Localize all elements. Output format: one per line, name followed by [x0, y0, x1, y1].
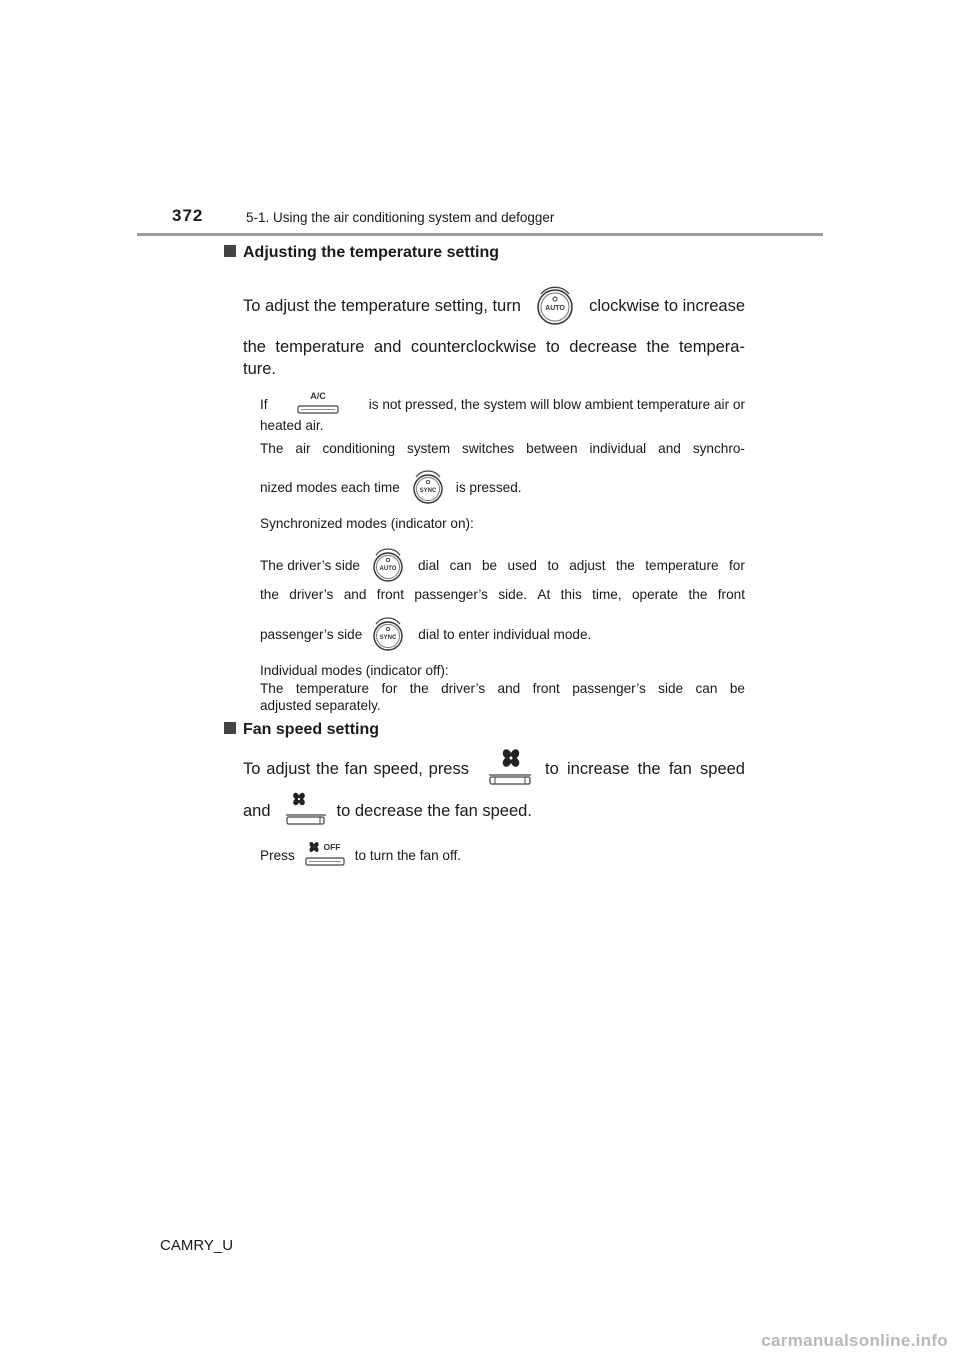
- sync-line1: The driver’s side AUTO dial can be used to adjust the temperature for: [260, 545, 745, 585]
- sync-dial-label: SYNC: [419, 487, 437, 494]
- footer-model: CAMRY_U: [160, 1237, 234, 1254]
- auto-dial-icon: [534, 282, 576, 331]
- note2-line1: The air conditioning system switches between individual and synchro-: [260, 441, 745, 456]
- individual-line1: The temperature for the driver’s and front passenger’s side can be: [260, 681, 745, 696]
- header-rule: [137, 233, 823, 236]
- ac-button-label: A/C: [310, 390, 326, 401]
- note2-line2: nized modes each time SYNC is pressed.: [260, 467, 522, 507]
- fan-off-button-icon: [303, 839, 347, 872]
- fan-off-note: Press OFF to turn the fan off.: [260, 839, 461, 871]
- temperature-para-line1: To adjust the temperature setting, turn AUTO clockwise to increase: [243, 283, 745, 329]
- auto-dial-small-label: AUTO: [379, 565, 397, 572]
- fan-para-line1: To adjust the fan speed, press to increase the fan speed: [243, 749, 745, 789]
- fan-increase-button-icon: [487, 747, 533, 792]
- fan-off-label: OFF: [323, 841, 341, 852]
- individual-line2: adjusted separately.: [260, 698, 381, 713]
- temperature-para-line3: ture.: [243, 360, 277, 378]
- sync-dial-2-label: SYNC: [379, 634, 397, 641]
- sync-dial-icon: [410, 467, 446, 508]
- note1-line2: heated air.: [260, 418, 324, 433]
- page-number: 372: [172, 206, 204, 225]
- watermark: carmanualsonline.info: [761, 1331, 948, 1350]
- temperature-para-line2: the temperature and counterclockwise to decrease the tempera-: [243, 338, 745, 356]
- sync-line3: passenger’s side SYNC dial to enter individual mode.: [260, 614, 591, 654]
- auto-dial-icon-small: [370, 545, 406, 586]
- fan-para-line2: and to decrease the fan speed.: [243, 791, 532, 831]
- heading-square-icon: [224, 722, 236, 734]
- individual-heading: Individual modes (indicator off):: [260, 663, 449, 678]
- heading-square-icon: [224, 245, 236, 257]
- fan-heading: Fan speed setting: [224, 721, 379, 739]
- section-title: 5-1. Using the air conditioning system and defogger: [246, 210, 555, 225]
- sync-dial-icon-2: [370, 614, 406, 655]
- sync-line2: the driver’s and front passenger’s side. At this time, operate the front: [260, 587, 745, 602]
- sync-heading: Synchronized modes (indicator on):: [260, 516, 474, 531]
- temperature-heading: Adjusting the temperature setting: [224, 244, 499, 262]
- auto-dial-label: AUTO: [545, 304, 565, 312]
- ac-button-icon: [296, 389, 340, 420]
- fan-decrease-button-icon: [285, 791, 327, 832]
- note1-line1: If A/C is not pressed, the system will blow ambient temperature air or: [260, 389, 745, 419]
